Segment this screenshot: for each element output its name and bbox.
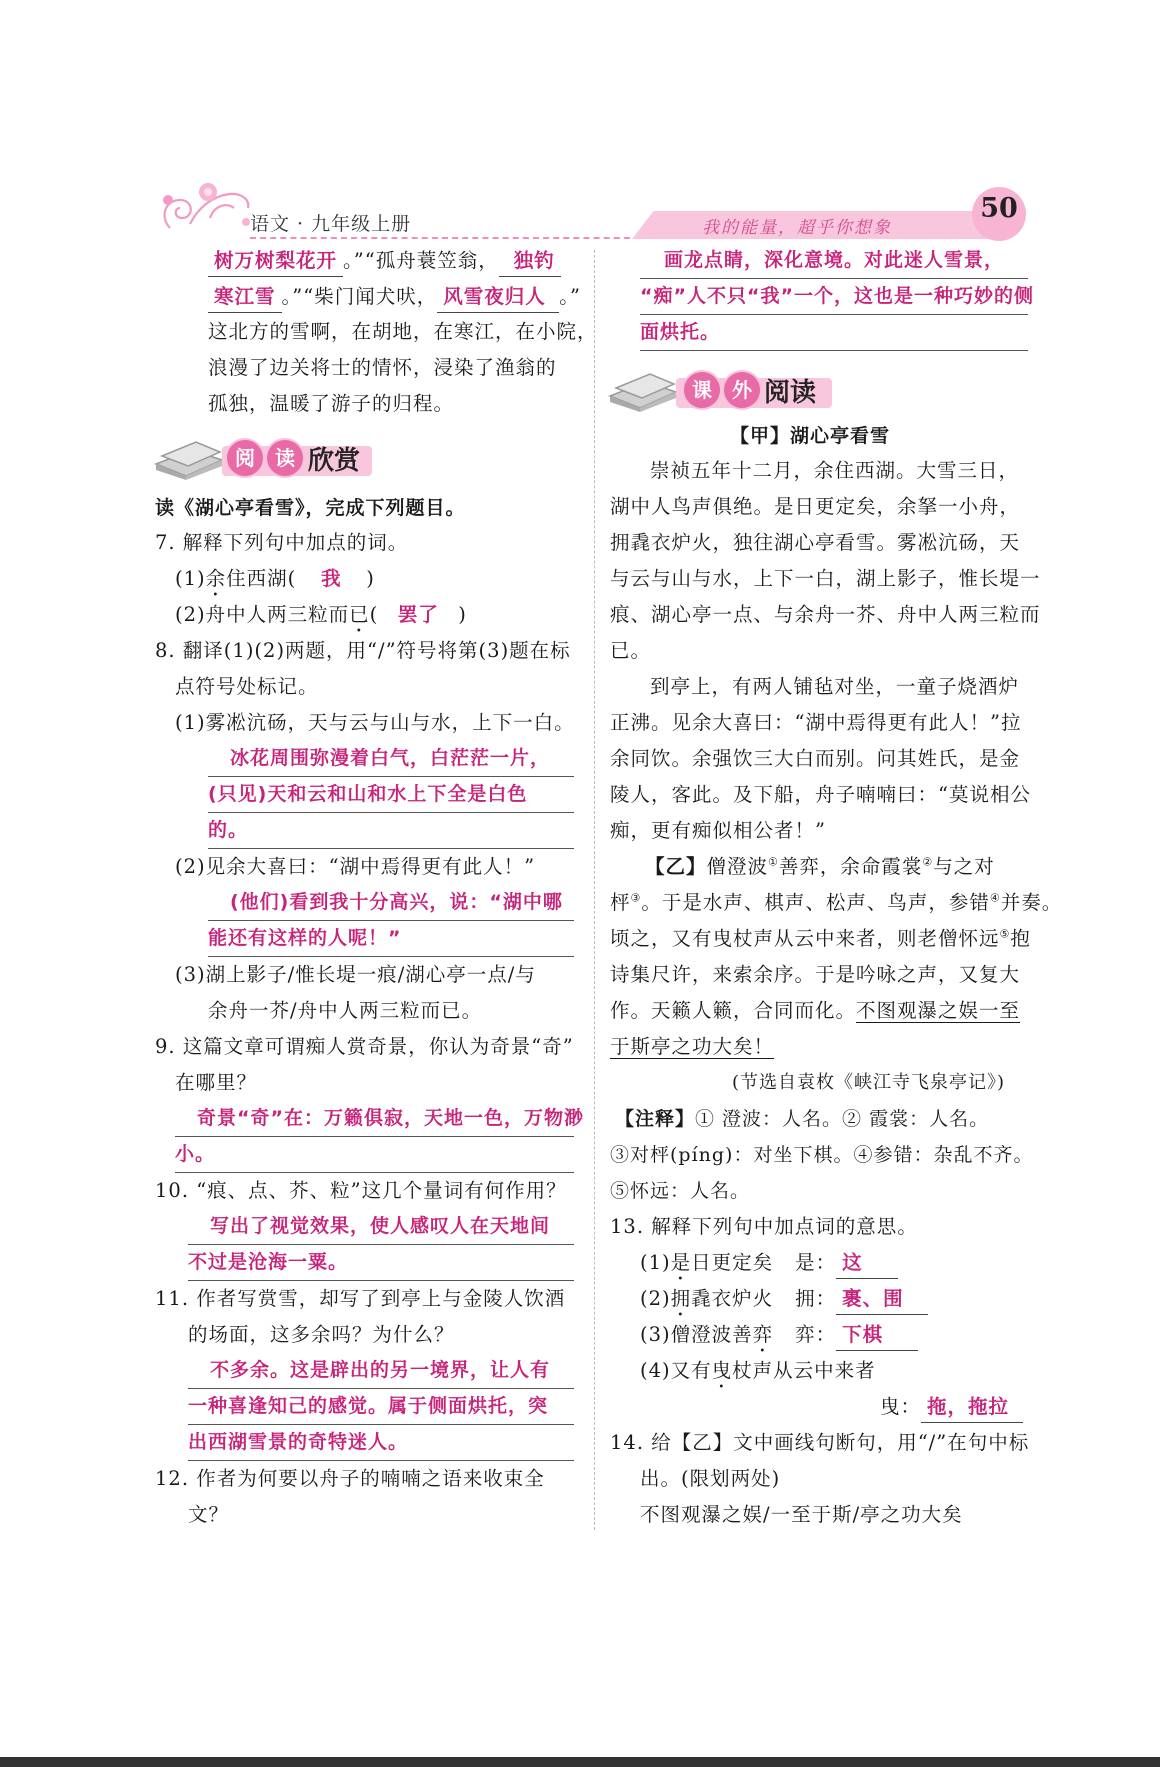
passage-line: 枰③。于是水声、棋声、松声、鸟声，参错④并奏。 [610,891,1063,914]
section-badge: 读 [265,438,305,478]
question-8: 点符号处标记。 [175,675,319,698]
question-9: 在哪里？ [175,1071,258,1094]
answer-line: 奇景“奇”在：万籁俱寂，天地一色，万物渺 [175,1101,574,1137]
answer-line: 出西湖雪景的奇特迷人。 [188,1425,574,1461]
text-line: 这北方的雪啊，在胡地，在寒江，在小院， [208,320,598,343]
text-line: 浪漫了边关将士的情怀，浸染了渔翁的 [208,356,557,379]
instruction: 读《湖心亭看雪》，完成下列题目。 [155,497,466,519]
passage-line: 已。 [610,639,652,662]
answer-line: 面烘托。 [640,315,1028,351]
book-title: 语文 · 九年级上册 [250,213,412,235]
question-12: 12. 作者为何要以舟子的喃喃之语来收束全 [155,1467,545,1490]
notes: 【注释】① 澄波：人名。② 霞裳：人名。 [615,1108,990,1130]
question-14: 出。(限划两处) [640,1467,781,1490]
question-8-3: (3)湖上影子/惟长堤一痕/湖心亭一点/与 [175,963,536,986]
question-8-3: 余舟一芥/舟中人两三粒而已。 [208,999,483,1022]
passage-line: 湖中人鸟声俱绝。是日更定矣，余拏一小舟， [610,495,1021,518]
answer-line: 写出了视觉效果，使人感叹人在天地间 [188,1209,574,1245]
passage-line: 痴，更有痴似相公者！” [610,819,826,842]
passage-line: 余同饮。余强饮三大白而别。问其姓氏，是金 [610,747,1021,770]
question-13-4: (4)又有曳杖声从云中来者 [640,1359,876,1382]
question-14: 14. 给【乙】文中画线句断句，用“/”在句中标 [610,1431,1030,1454]
passage-line: 与云与山与水，上下一白，湖上影子，惟长堤一 [610,567,1041,590]
underlined-sentence: 不图观瀑之娱一至 [856,999,1021,1022]
answer-line: (他们)看到我十分高兴，说：“湖中哪 [208,885,574,921]
answer-blank: 风雪夜归人 [437,282,559,313]
passage-line: 正沸。见余大喜曰：“湖中焉得更有此人！”拉 [610,711,1022,734]
question-13-4-answer: 曳： 拖，拖拉 [880,1389,1023,1425]
passage-line: 痕、湖心亭一点、与余舟一芥、舟中人两三粒而 [610,603,1041,626]
section-badge: 阅 [225,438,265,478]
passage-line: 【乙】僧澄波①善弈，余命霞裳②与之对 [645,855,995,878]
question-10: 10. “痕、点、芥、粒”这几个量词有何作用？ [155,1179,567,1202]
passage-line: 到亭上，有两人铺毡对坐，一童子烧酒炉 [650,675,1020,698]
passage-source: (节选自袁枚《峡江寺飞泉亭记》) [732,1072,1006,1093]
section-badge: 课 [682,370,722,410]
passage-line: 作。天籁人籁，合同而化。不图观瀑之娱一至 [610,999,1021,1022]
answer-blank: 裹、围 [836,1284,928,1315]
question-13-2: (2)拥毳衣炉火 拥： 裹、围 [640,1281,928,1321]
answer-line: 的。 [208,813,574,849]
question-7-2: (2)舟中人两三粒而已( 罢了 ) [175,597,467,637]
answer: 罢了 [397,603,439,626]
question-14-answer: 不图观瀑之娱/一至于斯/亭之功大矣 [640,1503,963,1526]
question-13-1: (1)是日更定矣 是： 这 [640,1245,898,1285]
passage-line [610,1029,774,1065]
question-12: 文？ [188,1503,230,1526]
section-title: 欣赏 [308,446,361,476]
answer-blank: 下棋 [836,1320,918,1351]
answer-line: 能还有这样的人呢！” [208,921,574,957]
answer-blank: 寒江雪 [208,282,282,313]
notes: ③对枰(píng)：对坐下棋。④参错：杂乱不齐。 [610,1144,1034,1166]
passage-line: 诗集尺许，来索余序。于是吟咏之声，又复大 [610,963,1021,986]
page-number: 50 [980,193,1018,224]
bottom-edge [0,1757,1160,1767]
notes: ⑤怀远：人名。 [610,1180,751,1202]
answer-line: 冰花周围弥漫着白气，白茫茫一片， [208,741,574,777]
answer-line: “痴”人不只“我”一个，这也是一种巧妙的侧 [640,279,1028,315]
answer-line: 画龙点睛，深化意境。对此迷人雪景， [640,243,1028,279]
text-line: 孤独，温暖了游子的归程。 [208,392,455,415]
question-13-3: (3)僧澄波善弈 弈： 下棋 [640,1317,918,1357]
passage-line: 陵人，客此。及下船，舟子喃喃曰：“莫说相公 [610,783,1031,806]
question-13: 13. 解释下列句中加点词的意思。 [610,1215,918,1238]
answer-line: 小。 [175,1137,574,1173]
answer-line: 不过是沧海一粟。 [188,1245,574,1281]
answer-line: 一种喜逢知己的感觉。属于侧面烘托，突 [188,1389,574,1425]
question-11: 的场面，这多余吗？为什么？ [188,1323,455,1346]
question-8: 8. 翻译(1)(2)两题，用“/”符号将第(3)题在标 [155,639,571,662]
underlined-sentence: 于斯亭之功大矣！ [610,1035,775,1058]
question-7: 7. 解释下列句中加点的词。 [155,531,409,554]
books-icon [606,362,680,412]
question-8-1: (1)雾凇沆砀，天与云与山与水，上下一白。 [175,711,575,734]
answer-line: 不多余。这是辟出的另一境界，让人有 [188,1353,574,1389]
slogan-text: 我的能量，超乎你想象 [702,218,892,238]
header-dashed-line [250,237,640,239]
passage-line: 顷之，又有曳杖声从云中来者，则老僧怀远⑤抱 [610,927,1031,950]
section-badge: 外 [722,370,762,410]
question-11: 11. 作者写赏雪，却写了到亭上与金陵人饮酒 [155,1287,566,1310]
answer: 我 [320,567,342,590]
question-7-1: (1)余住西湖( 我 ) [175,561,375,601]
passage-line: 拥毳衣炉火，独往湖心亭看雪。雾凇沆砀，天 [610,531,1021,554]
column-divider [594,250,595,1530]
section-title: 阅读 [764,378,817,408]
answer-line: (只见)天和云和山和水上下全是白色 [208,777,574,813]
answer-blank: 独钓 [499,246,561,277]
passage-title: 【甲】湖心亭看雪 [730,425,891,447]
poem-line-1: 树万树梨花开 。”“孤舟蓑笠翁， 独钓 [208,243,561,279]
poem-line-2: 寒江雪 。”“柴门闻犬吠， 风雪夜归人 。” [208,279,581,315]
passage-line: 崇祯五年十二月，余住西湖。大雪三日， [650,459,1020,482]
question-9: 9. 这篇文章可谓痴人赏奇景，你认为奇景“奇” [155,1035,574,1058]
answer-blank: 这 [836,1248,898,1279]
answer-blank: 拖，拖拉 [921,1392,1023,1423]
question-8-2: (2)见余大喜曰：“湖中焉得更有此人！” [175,855,536,878]
answer-blank: 树万树梨花开 [208,246,343,277]
books-icon [152,430,226,480]
